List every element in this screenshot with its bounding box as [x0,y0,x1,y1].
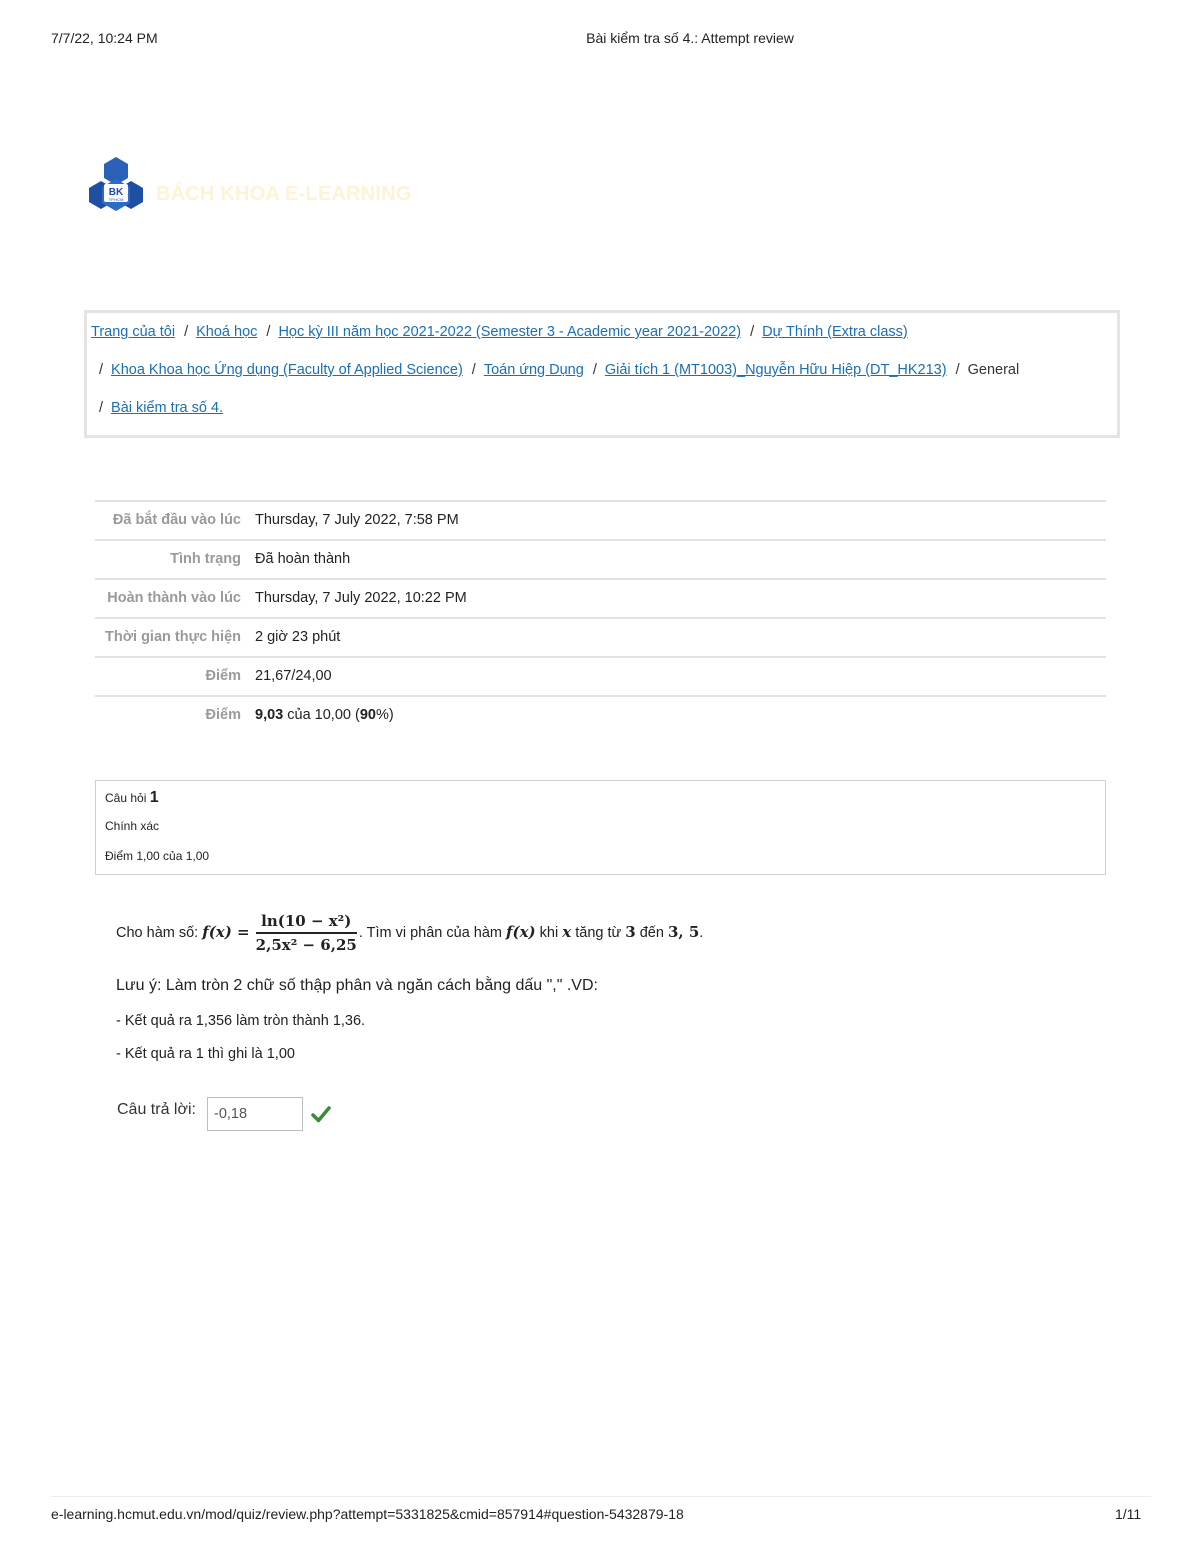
summary-value: 21,67/24,00 [255,657,1106,696]
breadcrumb-item-courses[interactable]: Khoá học [196,324,258,340]
breadcrumb-separator: / [99,400,104,416]
summary-label: Hoàn thành vào lúc [95,579,255,618]
breadcrumb-item-general: General [967,362,1020,378]
question-text [116,912,1016,954]
breadcrumb-item-course[interactable]: Giải tích 1 (MT1003)_Nguyễn Hữu Hiệp (DT_HK213) [604,362,947,378]
summary-row-marks [95,657,1106,696]
summary-label: Thời gian thực hiện [95,618,255,657]
breadcrumb-separator: / [592,362,597,378]
breadcrumb-item-applied-math[interactable]: Toán ứng Dụng [483,362,584,378]
to-value: 3, 5 [667,922,700,941]
question-note-example-2: - Kết quả ra 1 thì ghi là 1,00 [116,1046,295,1062]
breadcrumb-separator: / [266,324,271,340]
print-page-title: Bài kiểm tra số 4.: Attempt review [586,30,794,46]
breadcrumb-separator: / [471,362,476,378]
grade-score: 9,03 [255,707,284,723]
summary-label: Điểm [95,696,255,734]
footer-divider [51,1496,1151,1497]
print-datetime: 7/7/22, 10:24 PM [51,30,158,46]
question-note-rounding: Lưu ý: Làm tròn 2 chữ số thập phân và ngăn cách bằng dấu "," .VD: [116,977,598,994]
question-mark: Điểm 1,00 của 1,00 [105,849,210,863]
breadcrumb-separator: / [184,324,189,340]
function-ref: f(x) [506,922,536,941]
summary-row-completed [95,579,1106,618]
question-number-label: Câu hỏi [105,791,147,805]
breadcrumb-line-1 [91,313,1117,351]
logo-brand-text: BÁCH KHOA E-LEARNING [156,183,412,205]
summary-row-started [95,501,1106,540]
breadcrumb-item-extra-class[interactable]: Dự Thính (Extra class) [762,324,908,340]
breadcrumb-line-2 [99,351,1117,389]
question-mid: . Tìm vi phân của hàm [358,924,503,941]
print-footer-url: e-learning.hcmut.edu.vn/mod/quiz/review.php?attempt=5331825&cmid=857914#question-5432879-18 [51,1506,684,1522]
answer-input[interactable] [207,1097,303,1131]
breadcrumb-separator: / [955,362,960,378]
summary-value [255,696,1106,734]
summary-value: Đã hoàn thành [255,540,1106,579]
grade-tail: %) [375,707,394,723]
breadcrumb-item-faculty[interactable]: Khoa Khoa học Ứng dụng (Faculty of Applied Science) [111,362,463,378]
answer-label: Câu trả lời: [117,1101,196,1118]
summary-value: 2 giờ 23 phút [255,618,1106,657]
summary-label: Tình trạng [95,540,255,579]
breadcrumb-item-quiz[interactable]: Bài kiểm tra số 4. [111,400,224,416]
question-den: đến [639,924,664,941]
variable-x: x [562,922,572,941]
grade-out-of: của 10,00 ( [287,707,360,723]
summary-value: Thursday, 7 July 2022, 7:58 PM [255,501,1106,540]
correct-check-icon [311,1105,331,1123]
breadcrumb [84,310,1120,438]
question-intro: Cho hàm số: [116,924,199,941]
breadcrumb-separator: / [750,324,755,340]
breadcrumb-item-semester[interactable]: Học kỳ III năm học 2021-2022 (Semester 3 - Academic year 2021-2022) [278,324,742,340]
fraction-denominator: 2,5x² − 6,25 [255,936,357,954]
question-khi: khi [539,924,559,941]
summary-label: Điểm [95,657,255,696]
function-label: f(x) = [202,922,250,941]
summary-row-time-taken [95,618,1106,657]
grade-percent: 90 [359,707,376,723]
from-value: 3 [625,922,636,941]
logo-badge-text: BK [108,187,124,198]
question-info-box [95,780,1106,875]
question-note-example-1: - Kết quả ra 1,356 làm tròn thành 1,36. [116,1013,366,1029]
site-logo[interactable] [86,155,426,220]
question-number [105,789,159,807]
logo-icon [86,155,146,219]
fraction-numerator: ln(10 − x²) [256,912,357,934]
summary-row-grade [95,696,1106,734]
attempt-summary-table [95,500,1106,734]
summary-label: Đã bắt đầu vào lúc [95,501,255,540]
breadcrumb-item-my-home[interactable]: Trang của tôi [91,324,176,340]
print-page-number: 1/11 [1115,1506,1142,1522]
question-end: . [699,924,704,941]
question-status: Chính xác [105,819,160,833]
logo-badge-subtext: TP.HCM [108,197,124,202]
breadcrumb-line-3 [99,389,1117,427]
question-tang: tăng từ [575,924,622,941]
summary-value: Thursday, 7 July 2022, 10:22 PM [255,579,1106,618]
summary-row-state [95,540,1106,579]
question-number-value: 1 [149,789,159,806]
breadcrumb-separator: / [99,362,104,378]
function-fraction [256,912,357,954]
